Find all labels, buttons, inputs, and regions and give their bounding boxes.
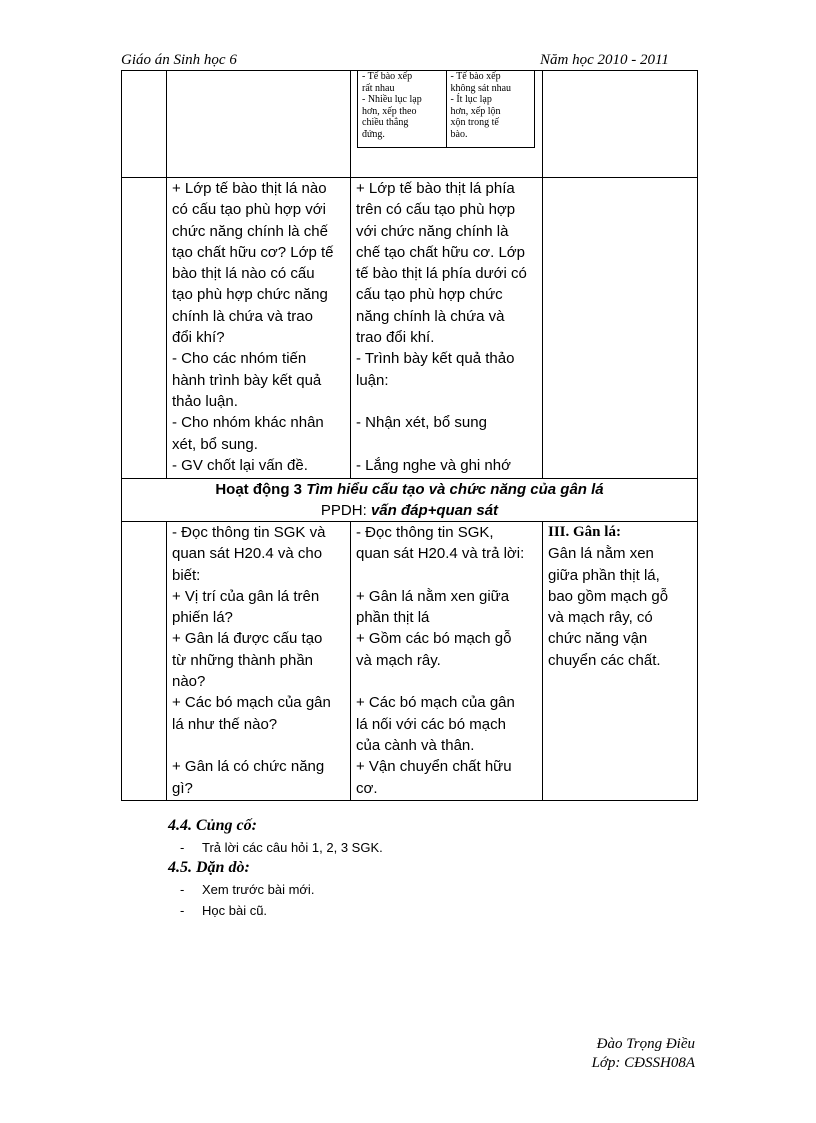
text-line: lá như thế nào? xyxy=(172,715,278,733)
text-line: tế bào thịt lá phía dưới có xyxy=(356,265,527,283)
cell-comparison-table xyxy=(357,70,535,148)
empty-cell xyxy=(122,522,167,801)
consolidation-heading: 4.4. Củng cố: xyxy=(168,817,257,834)
text-line: - Đọc thông tin SGK, xyxy=(356,524,494,541)
text-line: + Các bó mạch của gân xyxy=(172,694,331,712)
author-class: Lớp: CĐSSH08A xyxy=(591,1055,695,1071)
text-line: bào thịt lá nào có cấu xyxy=(172,265,315,283)
empty-cell xyxy=(122,70,167,178)
text-line: nào? xyxy=(172,673,206,691)
text-line: + Gồm các bó mạch gỗ xyxy=(356,630,512,648)
homework-heading: 4.5. Dặn dò: xyxy=(168,859,250,876)
text-line: tạo phù hợp chức năng xyxy=(172,286,328,304)
empty-cell xyxy=(543,70,698,178)
upper-cells-description: - Tế bào xếp rất nhau - Nhiều lục lạp hơn, xếp theo chiều thẳng đứng. xyxy=(358,70,447,147)
text-line: tạo chất hữu cơ? Lớp tế xyxy=(172,243,334,261)
text-line: và mạch rây. xyxy=(356,651,441,669)
text-line: trên có cấu tạo phù hợp xyxy=(356,201,516,219)
activity-header-row xyxy=(122,479,698,522)
empty-cell xyxy=(167,70,351,178)
text-line: luận: xyxy=(356,371,389,389)
text-line: + Lớp tế bào thịt lá phía xyxy=(356,180,515,197)
teacher-activity-cell xyxy=(167,178,351,479)
text-line: đổi khí? xyxy=(172,329,225,347)
text-line: xét, bổ sung. xyxy=(172,435,258,453)
text-line: - Trình bày kết quả thảo xyxy=(356,350,515,368)
text-line: năng chính là chứa và xyxy=(356,307,505,325)
text-line: biết: xyxy=(172,566,201,584)
text-line: - Nhận xét, bổ sung xyxy=(356,414,487,432)
text-line: bao gồm mạch gỗ xyxy=(548,587,669,605)
text-line: phiến lá? xyxy=(172,609,233,627)
empty-cell xyxy=(543,178,698,479)
text-line: hành trình bày kết quả xyxy=(172,371,322,389)
lower-cells-description: - Tế bào xếp không sát nhau - Ít lục lạp hơn, xếp lộn xộn trong tế bào. xyxy=(446,70,535,147)
text-line: + Lớp tế bào thịt lá nào xyxy=(172,180,327,197)
table-row xyxy=(122,178,698,479)
table-row xyxy=(122,522,698,801)
text-line: chức năng chính là chế xyxy=(172,222,328,240)
teaching-method: PPDH: vấn đáp+quan sát xyxy=(320,502,499,519)
student-activity-cell xyxy=(351,522,543,801)
comparison-cell xyxy=(351,70,543,178)
text-line: của cành và thân. xyxy=(356,736,475,754)
text-line: lá nối với các bó mạch xyxy=(356,715,506,733)
text-line: - Lắng nghe và ghi nhớ xyxy=(356,456,511,474)
list-item: - Học bài cũ. xyxy=(180,903,268,918)
text-line: + Gân lá có chức năng xyxy=(172,758,325,776)
lesson-content-cell xyxy=(543,522,698,801)
text-line: + Vị trí của gân lá trên xyxy=(172,587,320,605)
header-subject: Giáo án Sinh học 6 xyxy=(121,52,237,68)
text-line: có cấu tạo phù hợp với xyxy=(172,201,326,219)
table-row xyxy=(122,70,698,178)
text-line: cơ. xyxy=(356,779,378,797)
author-name: Đào Trọng Điều xyxy=(596,1036,695,1052)
teacher-activity-cell xyxy=(167,522,351,801)
text-line: phần thịt lá xyxy=(356,609,430,627)
text-line: - GV chốt lại vấn đề. xyxy=(172,456,308,474)
text-line: với chức năng chính là xyxy=(356,222,509,240)
list-item: - Trả lời các câu hỏi 1, 2, 3 SGK. xyxy=(180,840,383,855)
text-line: + Các bó mạch của gân xyxy=(356,694,515,712)
text-line: - Cho nhóm khác nhân xyxy=(172,414,324,432)
activity-title: Hoạt động 3 Tìm hiểu cấu tạo và chức năng của gân lá xyxy=(215,481,604,498)
text-line: quan sát H20.4 và trả lời: xyxy=(356,545,525,563)
text-line: từ những thành phần xyxy=(172,651,314,669)
empty-cell xyxy=(122,178,167,479)
text-line: chế tạo chất hữu cơ. Lớp xyxy=(356,243,525,261)
text-line: + Gân lá nằm xen giữa xyxy=(356,587,510,605)
text-line: - Cho các nhóm tiến xyxy=(172,350,307,368)
text-line: + Vận chuyển chất hữu xyxy=(356,758,512,776)
list-item: - Xem trước bài mới. xyxy=(180,882,315,897)
text-line: và mạch rây, có xyxy=(548,609,653,627)
text-line: Gân lá nằm xen xyxy=(548,545,654,563)
text-line: chính là chứa và trao xyxy=(172,307,313,325)
text-line: - Đọc thông tin SGK và xyxy=(172,524,326,541)
text-line: + Gân lá được cấu tạo xyxy=(172,630,323,648)
text-line: cấu tạo phù hợp chức xyxy=(356,286,503,304)
student-activity-cell xyxy=(351,178,543,479)
text-line: gì? xyxy=(172,779,193,797)
lesson-table xyxy=(121,70,698,801)
section-heading: III. Gân lá: xyxy=(548,524,621,540)
text-line: giữa phần thịt lá, xyxy=(548,566,660,584)
text-line: chức năng vận xyxy=(548,630,648,648)
text-line: chuyển các chất. xyxy=(548,651,661,669)
text-line: quan sát H20.4 và cho xyxy=(172,545,323,563)
text-line: thảo luận. xyxy=(172,392,238,410)
activity-header xyxy=(122,479,698,522)
header-school-year: Năm học 2010 - 2011 xyxy=(540,52,669,68)
text-line: trao đổi khí. xyxy=(356,329,435,347)
